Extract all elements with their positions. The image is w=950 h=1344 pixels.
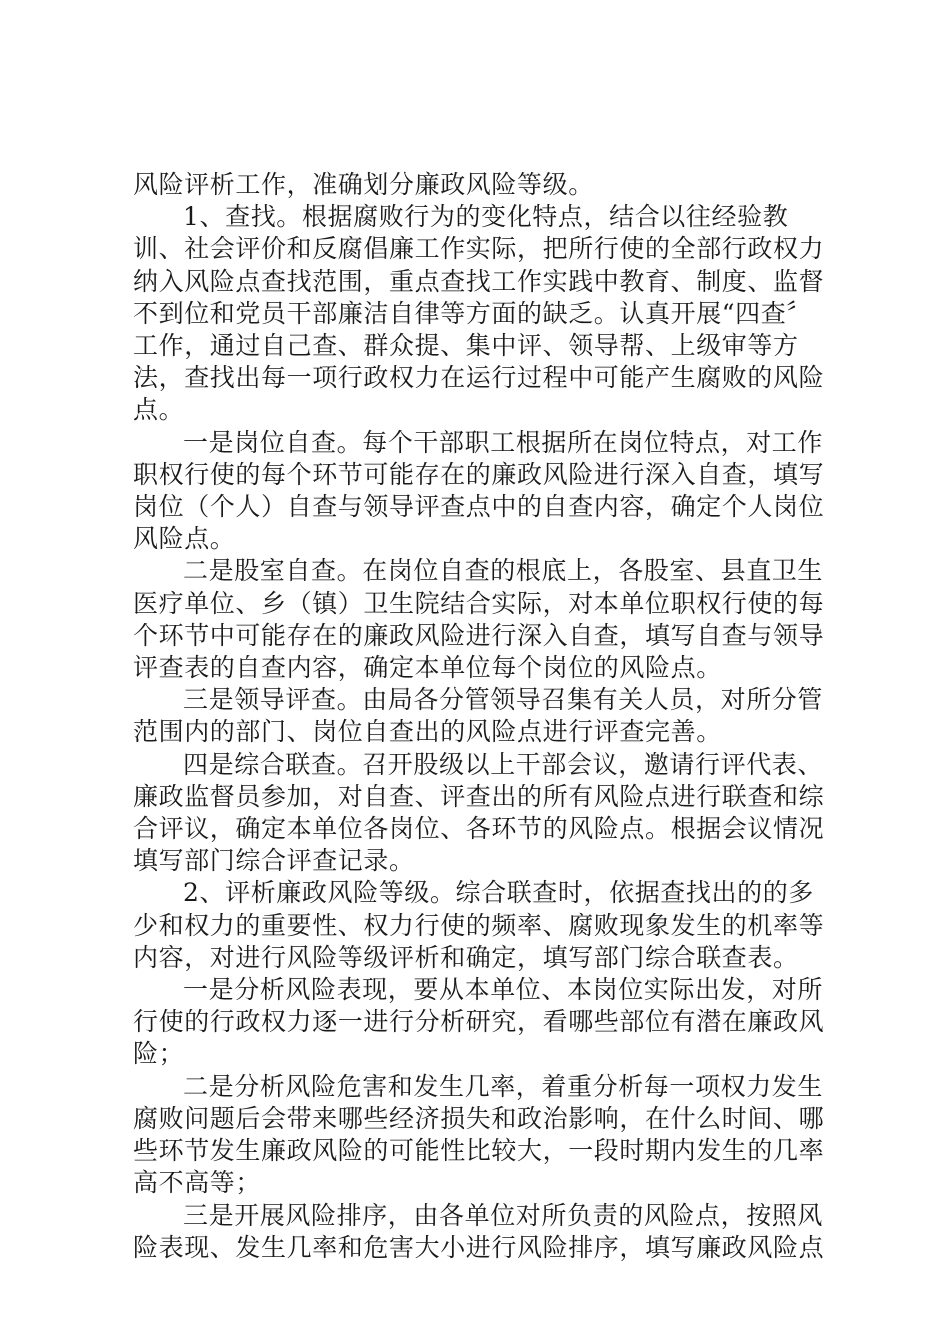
paragraph-leader-review: 三是领导评查。由局各分管领导召集有关人员，对所分管范围内的部门、岗位自查出的风险点进行评查完善。: [133, 685, 824, 747]
paragraph-search: 1、查找。根据腐败行为的变化特点，结合以往经验教训、社会评价和反腐倡廉工作实际，把所行使的全部行政权力纳入风险点查找范围，重点查找工作实践中教育、制度、监督不到位和党员干部廉洁自律等方面的缺乏。认真开展“四查〞工作，通过自己查、群众提、集中评、领导帮、上级审等方法，查找出每一项行政权力在运行过程中可能产生腐败的风险点。: [133, 202, 825, 425]
document-body: [133, 169, 833, 1264]
paragraph-continuation: 风险评析工作，准确划分廉政风险等级。: [133, 170, 594, 199]
paragraph-risk-level-analysis: 2、评析廉政风险等级。综合联查时，依据查找出的的多少和权力的重要性、权力行使的频率、腐败现象发生的机率等内容，对进行风险等级评析和确定，填写部门综合联查表。: [133, 878, 825, 972]
paragraph-position-self-check: 一是岗位自查。每个干部职工根据所在岗位特点，对工作职权行使的每个环节可能存在的廉政风险进行深入自查，填写岗位（个人）自查与领导评查点中的自查内容，确定个人岗位风险点。: [133, 427, 825, 554]
paragraph-joint-check: 四是综合联查。召开股级以上干部会议，邀请行评代表、廉政监督员参加，对自查、评查出的所有风险点进行联查和综合评议，确定本单位各岗位、各环节的风险点。根据会议情况填写部门综合评查记录。: [133, 749, 825, 876]
paragraph-section-self-check: 二是股室自查。在岗位自查的根底上，各股室、县直卫生医疗单位、乡（镇）卫生院结合实际，对本单位职权行使的每个环节中可能存在的廉政风险进行深入自查，填写自查与领导评查表的自查内容，确定本单位每个岗位的风险点。: [133, 556, 825, 683]
paragraph-risk-ranking: 三是开展风险排序，由各单位对所负责的风险点，按照风险表现、发生几率和危害大小进行风险排序，填写廉政风险点: [133, 1200, 825, 1262]
paragraph-risk-manifestation: 一是分析风险表现，要从本单位、本岗位实际出发，对所行使的行政权力逐一进行分析研究，看哪些部位有潜在廉政风险；: [133, 975, 825, 1069]
paragraph-risk-harm-probability: 二是分析风险危害和发生几率，着重分析每一项权力发生腐败问题后会带来哪些经济损失和政治影响，在什么时间、哪些环节发生廉政风险的可能性比较大，一段时期内发生的几率高不高等；: [133, 1071, 825, 1198]
